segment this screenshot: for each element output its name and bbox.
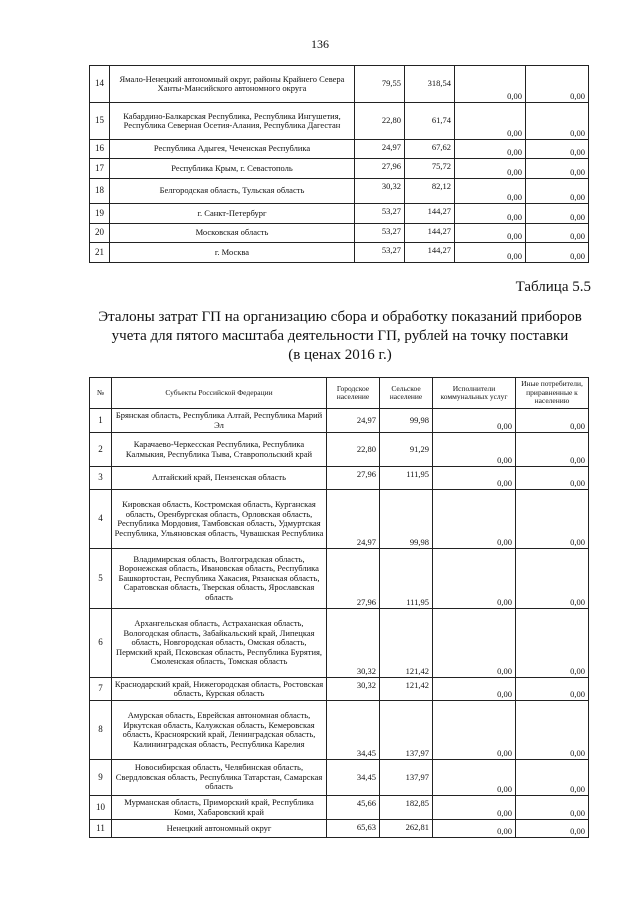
table-row xyxy=(90,409,589,433)
region-cell: г. Санкт-Петербург xyxy=(110,204,355,224)
row-number: 2 xyxy=(90,433,112,467)
other-value: 0,00 xyxy=(526,224,589,243)
header-urban: Городское население xyxy=(327,378,380,409)
page-number: 136 xyxy=(311,37,329,51)
utility-value: 0,00 xyxy=(433,760,516,796)
other-value: 0,00 xyxy=(526,140,589,159)
rural-value: 91,29 xyxy=(380,433,433,467)
utility-value: 0,00 xyxy=(433,409,516,433)
utility-value: 0,00 xyxy=(455,103,526,140)
urban-value: 65,63 xyxy=(327,820,380,838)
other-value: 0,00 xyxy=(516,490,589,549)
other-value: 0,00 xyxy=(516,701,589,760)
utility-value: 0,00 xyxy=(455,224,526,243)
cost-table xyxy=(89,377,589,838)
table-row xyxy=(90,678,589,701)
region-cell: Ямало-Ненецкий автономный округ, районы Крайнего Севера Ханты-Мансийского автономного округа xyxy=(110,66,355,103)
table-header-row xyxy=(90,378,589,409)
other-value: 0,00 xyxy=(516,549,589,609)
row-number: 11 xyxy=(90,820,112,838)
utility-value: 0,00 xyxy=(433,609,516,678)
urban-value: 45,66 xyxy=(327,796,380,820)
table-row xyxy=(90,103,589,140)
rural-value: 144,27 xyxy=(405,224,455,243)
urban-value: 24,97 xyxy=(327,409,380,433)
other-value: 0,00 xyxy=(516,433,589,467)
table-row xyxy=(90,243,589,263)
urban-value: 27,96 xyxy=(355,159,405,179)
rural-value: 99,98 xyxy=(380,409,433,433)
urban-value: 24,97 xyxy=(355,140,405,159)
rural-value: 67,62 xyxy=(405,140,455,159)
region-cell: Республика Адыгея, Чеченская Республика xyxy=(110,140,355,159)
table-row xyxy=(90,549,589,609)
urban-value: 22,80 xyxy=(355,103,405,140)
rural-value: 318,54 xyxy=(405,66,455,103)
urban-value: 34,45 xyxy=(327,760,380,796)
other-value: 0,00 xyxy=(516,760,589,796)
header-other: Иные потребители, приравненные к населению xyxy=(516,378,589,409)
row-number: 18 xyxy=(90,179,110,204)
other-value: 0,00 xyxy=(526,204,589,224)
utility-value: 0,00 xyxy=(433,433,516,467)
region-cell: Краснодарский край, Нижегородская область, Ростовская область, Курская область xyxy=(112,678,327,701)
row-number: 8 xyxy=(90,701,112,760)
urban-value: 27,96 xyxy=(327,467,380,490)
table-title xyxy=(80,308,600,365)
title-line: Эталоны затрат ГП на организацию сбора и обработку показаний приборов xyxy=(98,309,582,325)
region-cell: Кировская область, Костромская область, Курганская область, Оренбургская область, Орловская область, Республика Мордовия, Тамбовская область, Удмуртская Республика, Ульяновская область, Чувашская Республика xyxy=(112,490,327,549)
other-value: 0,00 xyxy=(516,820,589,838)
urban-value: 53,27 xyxy=(355,224,405,243)
continued-table xyxy=(89,65,589,263)
urban-value: 53,27 xyxy=(355,204,405,224)
table-row xyxy=(90,140,589,159)
utility-value: 0,00 xyxy=(433,701,516,760)
rural-value: 99,98 xyxy=(380,490,433,549)
rural-value: 182,85 xyxy=(380,796,433,820)
utility-value: 0,00 xyxy=(433,467,516,490)
row-number: 5 xyxy=(90,549,112,609)
utility-value: 0,00 xyxy=(433,820,516,838)
rural-value: 144,27 xyxy=(405,243,455,263)
row-number: 14 xyxy=(90,66,110,103)
row-number: 21 xyxy=(90,243,110,263)
region-cell: Брянская область, Республика Алтай, Республика Марий Эл xyxy=(112,409,327,433)
table-row xyxy=(90,467,589,490)
other-value: 0,00 xyxy=(526,103,589,140)
urban-value: 27,96 xyxy=(327,549,380,609)
region-cell: Ненецкий автономный округ xyxy=(112,820,327,838)
urban-value: 30,32 xyxy=(327,609,380,678)
region-cell: Владимирская область, Волгоградская область, Воронежская область, Ивановская область, Республика Башкортостан, Республика Хакасия, Рязанская область, Саратовская область, Тверская область, Ярославская область xyxy=(112,549,327,609)
row-number: 17 xyxy=(90,159,110,179)
row-number: 4 xyxy=(90,490,112,549)
table-row xyxy=(90,179,589,204)
other-value: 0,00 xyxy=(516,467,589,490)
row-number: 10 xyxy=(90,796,112,820)
row-number: 16 xyxy=(90,140,110,159)
rural-value: 121,42 xyxy=(380,678,433,701)
urban-value: 24,97 xyxy=(327,490,380,549)
region-cell: Белгородская область, Тульская область xyxy=(110,179,355,204)
other-value: 0,00 xyxy=(526,179,589,204)
header-utility: Исполнители коммунальных услуг xyxy=(433,378,516,409)
region-cell: Кабардино-Балкарская Республика, Республика Ингушетия, Республика Северная Осетия-Алания, Республика Дагестан xyxy=(110,103,355,140)
urban-value: 30,32 xyxy=(327,678,380,701)
utility-value: 0,00 xyxy=(433,549,516,609)
region-cell: Новосибирская область, Челябинская область, Свердловская область, Республика Татарстан, Самарская область xyxy=(112,760,327,796)
utility-value: 0,00 xyxy=(433,678,516,701)
region-cell: Алтайский край, Пензенская область xyxy=(112,467,327,490)
table-row xyxy=(90,224,589,243)
table-label: Таблица 5.5 xyxy=(515,279,591,295)
utility-value: 0,00 xyxy=(455,179,526,204)
table-row xyxy=(90,820,589,838)
region-cell: Мурманская область, Приморский край, Республика Коми, Хабаровский край xyxy=(112,796,327,820)
region-cell: Амурская область, Еврейская автономная область, Иркутская область, Калужская область, Кемеровская область, Красноярский край, Ленинградская область, Калининградская область, Республика Карелия xyxy=(112,701,327,760)
utility-value: 0,00 xyxy=(455,140,526,159)
table-row xyxy=(90,159,589,179)
region-cell: Карачаево-Черкесская Республика, Республика Калмыкия, Республика Тыва, Ставропольский край xyxy=(112,433,327,467)
table-row xyxy=(90,701,589,760)
header-rural: Сельское население xyxy=(380,378,433,409)
other-value: 0,00 xyxy=(526,159,589,179)
table-row xyxy=(90,760,589,796)
region-cell: Архангельская область, Астраханская область, Вологодская область, Забайкальский край, Липецкая область, Новгородская область, Омская область, Пермский край, Псковская область, Республика Бурятия, Смоленская область, Томская область xyxy=(112,609,327,678)
utility-value: 0,00 xyxy=(455,66,526,103)
table-row xyxy=(90,433,589,467)
other-value: 0,00 xyxy=(516,609,589,678)
rural-value: 75,72 xyxy=(405,159,455,179)
rural-value: 262,81 xyxy=(380,820,433,838)
utility-value: 0,00 xyxy=(455,204,526,224)
utility-value: 0,00 xyxy=(433,796,516,820)
urban-value: 30,32 xyxy=(355,179,405,204)
urban-value: 22,80 xyxy=(327,433,380,467)
title-line: (в ценах 2016 г.) xyxy=(288,347,392,363)
other-value: 0,00 xyxy=(516,678,589,701)
urban-value: 53,27 xyxy=(355,243,405,263)
utility-value: 0,00 xyxy=(455,243,526,263)
rural-value: 82,12 xyxy=(405,179,455,204)
rural-value: 137,97 xyxy=(380,701,433,760)
row-number: 7 xyxy=(90,678,112,701)
row-number: 15 xyxy=(90,103,110,140)
other-value: 0,00 xyxy=(526,66,589,103)
other-value: 0,00 xyxy=(526,243,589,263)
region-cell: г. Москва xyxy=(110,243,355,263)
utility-value: 0,00 xyxy=(455,159,526,179)
rural-value: 111,95 xyxy=(380,467,433,490)
row-number: 20 xyxy=(90,224,110,243)
header-subject: Субъекты Российской Федерации xyxy=(112,378,327,409)
row-number: 3 xyxy=(90,467,112,490)
table-row xyxy=(90,490,589,549)
rural-value: 121,42 xyxy=(380,609,433,678)
region-cell: Республика Крым, г. Севастополь xyxy=(110,159,355,179)
urban-value: 34,45 xyxy=(327,701,380,760)
table-row xyxy=(90,204,589,224)
title-line: учета для пятого масштаба деятельности ГП, рублей на точку поставки xyxy=(111,328,569,344)
row-number: 6 xyxy=(90,609,112,678)
table-row xyxy=(90,796,589,820)
header-number: № xyxy=(90,378,112,409)
other-value: 0,00 xyxy=(516,796,589,820)
rural-value: 61,74 xyxy=(405,103,455,140)
row-number: 19 xyxy=(90,204,110,224)
table-row xyxy=(90,66,589,103)
rural-value: 137,97 xyxy=(380,760,433,796)
rural-value: 111,95 xyxy=(380,549,433,609)
row-number: 9 xyxy=(90,760,112,796)
rural-value: 144,27 xyxy=(405,204,455,224)
other-value: 0,00 xyxy=(516,409,589,433)
region-cell: Московская область xyxy=(110,224,355,243)
table-row xyxy=(90,609,589,678)
utility-value: 0,00 xyxy=(433,490,516,549)
urban-value: 79,55 xyxy=(355,66,405,103)
row-number: 1 xyxy=(90,409,112,433)
